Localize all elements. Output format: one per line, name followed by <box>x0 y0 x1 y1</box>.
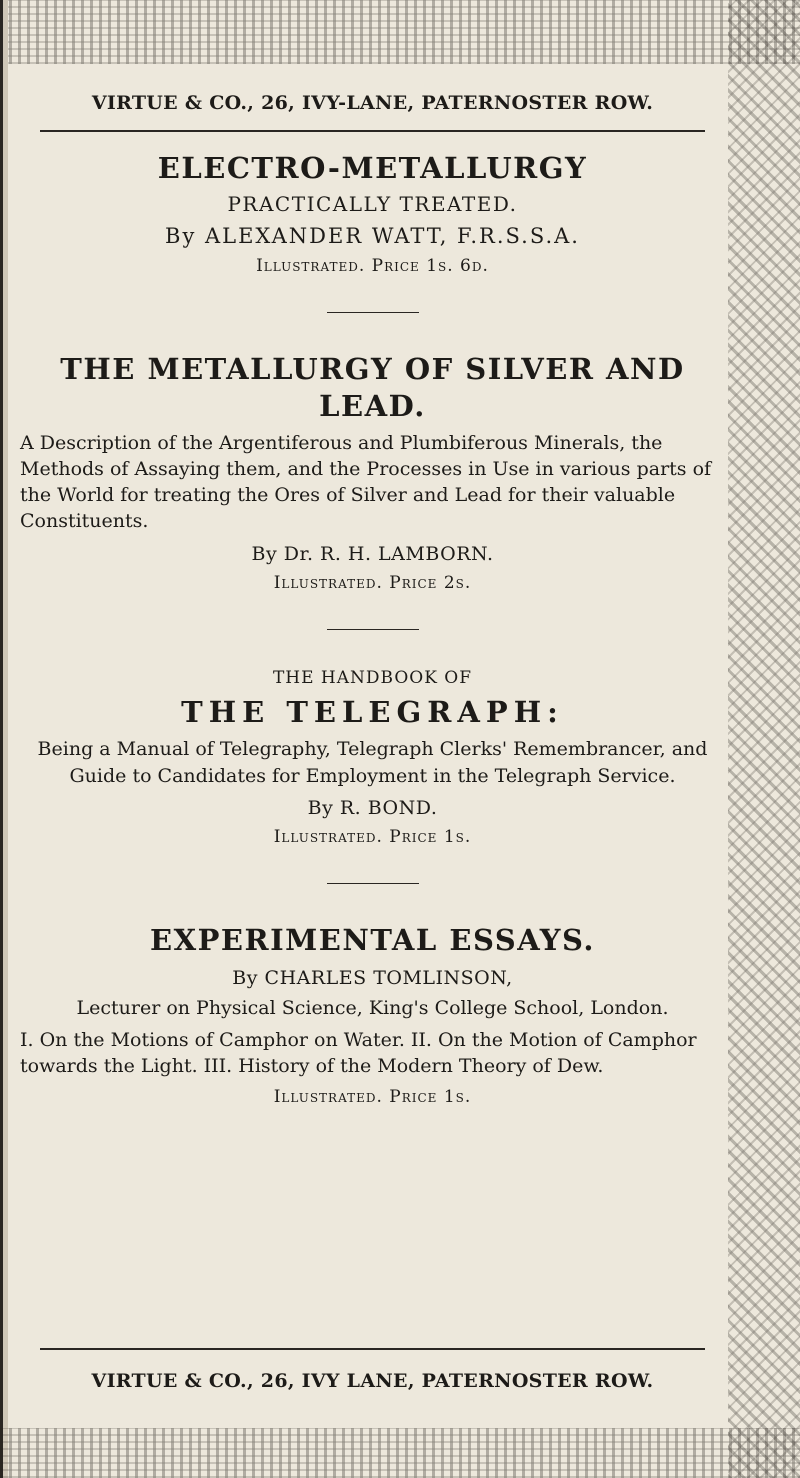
book-author: By Dr. R. H. LAMBORN. <box>251 542 494 565</box>
footer-rule <box>40 1348 705 1350</box>
section-divider <box>327 883 419 885</box>
book-title-line1: THE METALLURGY OF SILVER AND <box>60 352 685 387</box>
header-rule <box>40 130 705 132</box>
publisher-header: VIRTUE & CO., 26, IVY-LANE, PATERNOSTER ROW. <box>91 92 654 114</box>
book-title: THE TELEGRAPH: <box>181 695 564 730</box>
book-title: EXPERIMENTAL ESSAYS. <box>150 923 595 958</box>
book-title-line2: LEAD. <box>319 388 426 423</box>
publisher-footer: VIRTUE & CO., 26, IVY LANE, PATERNOSTER ROW. <box>91 1370 654 1392</box>
book-price: Illustrated. Price 2s. <box>273 572 472 593</box>
book-price: Illustrated. Price 1s. <box>273 826 472 847</box>
book-pretitle: THE HANDBOOK OF <box>272 668 473 689</box>
book-entry-electro-metallurgy <box>20 150 725 276</box>
book-entry-metallurgy-silver-lead <box>20 351 725 592</box>
book-description: Being a Manual of Telegraphy, Telegraph Clerks' Remembrancer, and Guide to Candidates for Employment in the Telegraph Service. <box>37 738 708 787</box>
book-author: By CHARLES TOMLINSON, <box>232 966 513 989</box>
book-author: By R. BOND. <box>307 796 438 819</box>
section-divider <box>327 312 419 314</box>
book-description: A Description of the Argentiferous and Plumbiferous Minerals, the Methods of Assaying them, and the Processes in Use in various parts of the World for treating the Ores of Silver and Lead for their valuable Constituents. <box>20 431 712 533</box>
book-subtitle: PRACTICALLY TREATED. <box>227 191 518 216</box>
decorative-border-right <box>728 0 800 1478</box>
author-affiliation: Lecturer on Physical Science, King's College School, London. <box>76 996 669 1019</box>
decorative-border-bottom <box>0 1428 800 1478</box>
book-price: Illustrated. Price 1s. <box>273 1087 472 1108</box>
book-title: ELECTRO-METALLURGY <box>157 150 588 185</box>
decorative-border-top <box>0 0 800 64</box>
book-price: Illustrated. Price 1s. 6d. <box>256 255 489 276</box>
section-divider <box>327 629 419 631</box>
page-edge-left <box>0 0 8 1478</box>
advertisement-page <box>20 70 725 1107</box>
book-description: I. On the Motions of Camphor on Water. II. On the Motion of Camphor towards the Light. III. History of the Modern Theory of Dew. <box>20 1028 697 1077</box>
book-entry-handbook-telegraph <box>20 668 725 847</box>
book-entry-experimental-essays <box>20 922 725 1107</box>
book-author: By ALEXANDER WATT, F.R.S.S.A. <box>165 223 580 248</box>
